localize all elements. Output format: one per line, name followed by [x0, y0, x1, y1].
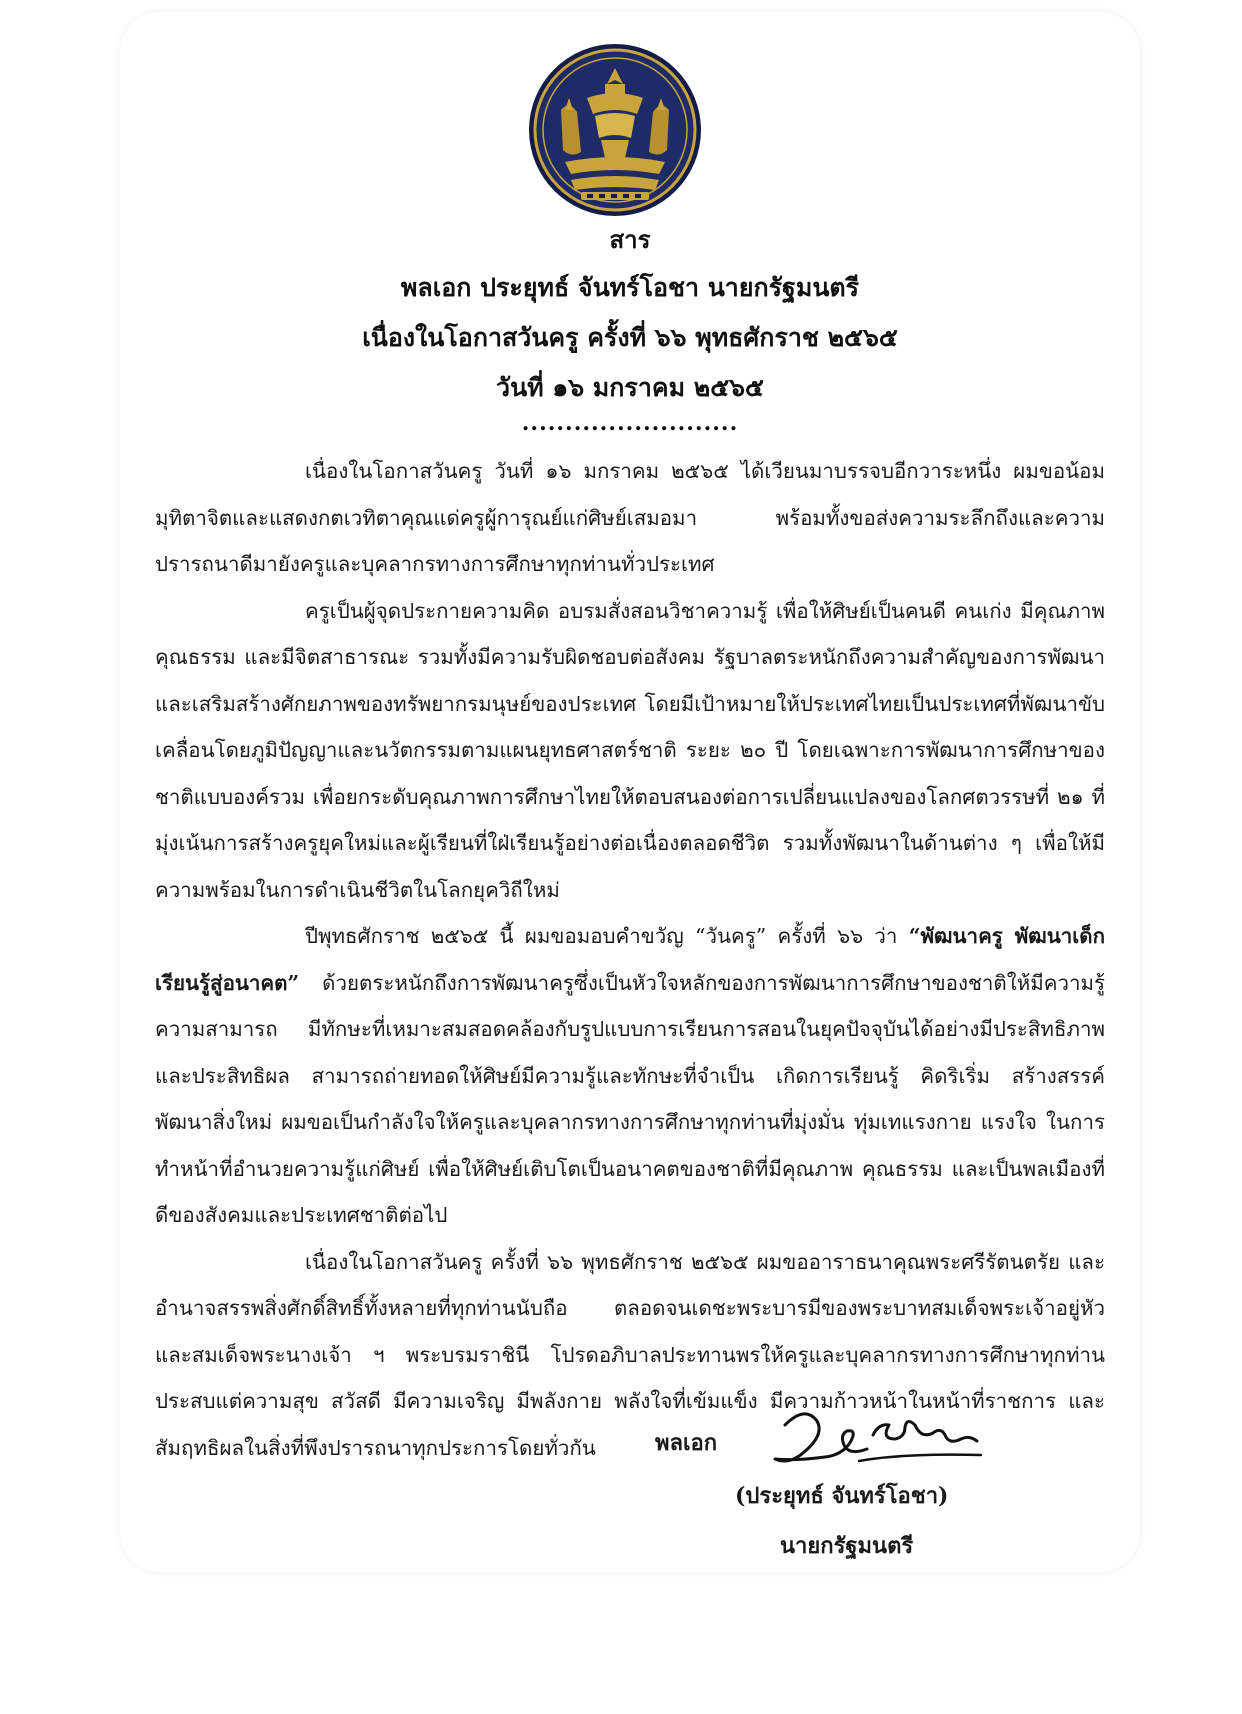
document-body — [155, 448, 1105, 1471]
paragraph-3 — [155, 913, 1105, 1239]
separator: ......................... — [521, 410, 739, 436]
signer-name: (ประยุทธ์ จันทร์โอชา) — [735, 1483, 949, 1509]
paragraph-3-intro: ปีพุทธศักราช ๒๕๖๕ นี้ ผมขอมอบคำขวัญ “วันครู” ครั้งที่ ๖๖ ว่า — [305, 924, 909, 948]
handwritten-signature-icon — [755, 1395, 995, 1485]
date-line: วันที่ ๑๖ มกราคม ๒๕๖๕ — [496, 373, 764, 402]
paragraph-1: เนื่องในโอกาสวันครู วันที่ ๑๖ มกราคม ๒๕๖๕ ได้เวียนมาบรรจบอีกวาระหนึ่ง ผมขอน้อมมุทิตาจิตและแสดงกตเวทิตาคุณแด่ครูผู้การุณย์แก่ศิษย์เสมอมา พร้อมทั้งขอส่งความระลึกถึงและความปรารถนาดีมายังครูและบุคลากรทางการศึกษาทุกท่านทั่วประเทศ — [155, 459, 1105, 576]
paragraph-2: ครูเป็นผู้จุดประกายความคิด อบรมสั่งสอนวิชาความรู้ เพื่อให้ศิษย์เป็นคนดี คนเก่ง มีคุณภาพ คุณธรรม และมีจิตสาธารณะ รวมทั้งมีความรับผิดชอบต่อสังคม รัฐบาลตระหนักถึงความสำคัญของการพัฒนาและเสริมสร้างศักยภาพของทรัพยากรมนุษย์ของประเทศ โดยมีเป้าหมายให้ประเทศไทยเป็นประเทศที่พัฒนาขับเคลื่อนโดยภูมิปัญญาและนวัตกรรมตามแผนยุทธศาสตร์ชาติ ระยะ ๒๐ ปี โดยเฉพาะการพัฒนาการศึกษาของชาติแบบองค์รวม เพื่อยกระดับคุณภาพการศึกษาไทยให้ตอบสนองต่อการเปลี่ยนแปลงของโลกศตวรรษที่ ๒๑ ที่มุ่งเน้นการสร้างครูยุคใหม่และผู้เรียนที่ใฝ่เรียนรู้อย่างต่อเนื่องตลอดชีวิต รวมทั้งพัฒนาในด้านต่าง ๆ เพื่อให้มีความพร้อมในการดำเนินชีวิตในโลกยุควิถีใหม่ — [155, 598, 1105, 902]
signer-title: นายกรัฐมนตรี — [780, 1533, 914, 1559]
paragraph-4: เนื่องในโอกาสวันครู ครั้งที่ ๖๖ พุทธศักราช ๒๕๖๕ ผมขออาราธนาคุณพระศรีรัตนตรัย และอำนาจสรรพสิ่งศักดิ์สิทธิ์ทั้งหลายที่ทุกท่านนับถือ ตลอดจนเดชะพระบารมีของพระบาทสมเด็จพระเจ้าอยู่หัว และสมเด็จพระนางเจ้า ฯ พระบรมราชินี โปรดอภิบาลประทานพรให้ครูและบุคลากรทางการศึกษาทุกท่าน ประสบแต่ความสุข สวัสดี มีความเจริญ มีพลังกาย พลังใจที่เข้มแข็ง มีความก้าวหน้าในหน้าที่ราชการ และสัมฤทธิผลในสิ่งที่พึงปรารถนาทุกประการโดยทั่วกัน — [155, 1249, 1105, 1460]
occasion-line: เนื่องในโอกาสวันครู ครั้งที่ ๖๖ พุทธศักราช ๒๕๖๕ — [362, 323, 898, 352]
document-title: สาร — [609, 225, 651, 254]
signer-rank: พลเอก — [655, 1430, 718, 1456]
paragraph-3-rest: ด้วยตระหนักถึงการพัฒนาครูซึ่งเป็นหัวใจหลักของการพัฒนาการศึกษาของชาติให้มีความรู้ความสามารถ มีทักษะที่เหมาะสมสอดคล้องกับรูปแบบการเรียนการสอนในยุคปัจจุบันได้อย่างมีประสิทธิภาพและประสิทธิผล สามารถถ่ายทอดให้ศิษย์มีความรู้และทักษะที่จำเป็น เกิดการเรียนรู้ คิดริเริ่ม สร้างสรรค์ พัฒนาสิ่งใหม่ ผมขอเป็นกำลังใจให้ครูและบุคลากรทางการศึกษาทุกท่านที่มุ่งมั่น ทุ่มเทแรงกาย แรงใจ ในการทำหน้าที่อำนวยความรู้แก่ศิษย์ เพื่อให้ศิษย์เติบโตเป็นอนาคตของชาติที่มีคุณภาพ คุณธรรม และเป็นพลเมืองที่ดีของสังคมและประเทศชาติต่อไป — [155, 970, 1105, 1227]
garuda-seal-icon — [525, 40, 705, 220]
author-line: พลเอก ประยุทธ์ จันทร์โอชา นายกรัฐมนตรี — [400, 273, 860, 302]
teachers-day-motto: “พัฒนาครู พัฒนาเด็ก เรียนรู้สู่อนาคต” — [155, 924, 1105, 995]
